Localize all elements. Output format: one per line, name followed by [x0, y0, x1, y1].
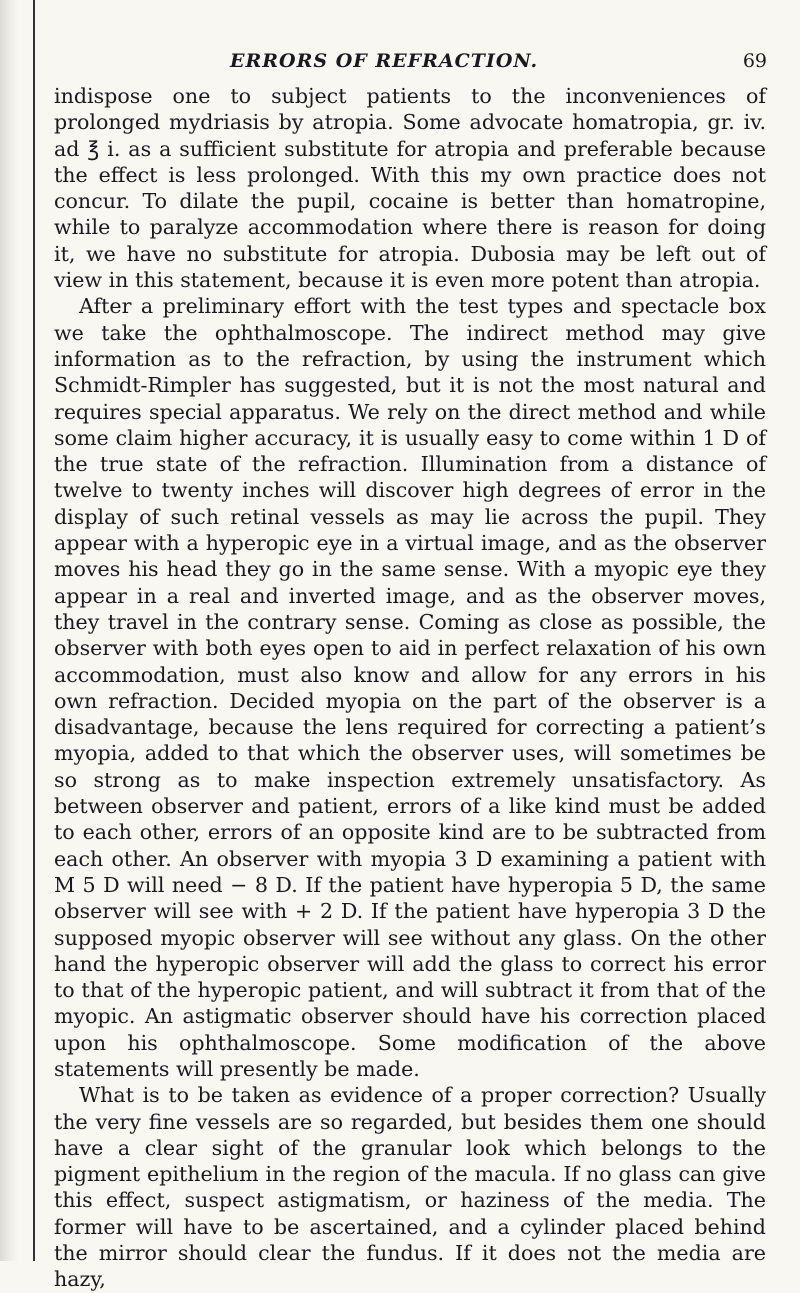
- body-text: [54, 83, 766, 1293]
- running-title: ERRORS OF REFRACTION.: [230, 50, 539, 72]
- paragraph-correction-evidence: What is to be taken as evidence of a proper correction? Usually the very fine vessels are so regarded, but besides them one should have a clear sight of the granular look which belongs to the pigment epithelium in the region of the macula. If no glass can give this effect, suspect astigmatism, or haziness of the media. The former will have to be ascertained, and a cylinder placed behind the mirror should clear the fundus. If it does not the media are hazy,: [54, 1083, 766, 1292]
- paragraph-ophthalmoscope: After a preliminary effort with the test types and spectacle box we take the ophthalmoscope. The indirect method may give information as to the refraction, by using the instrument which Schmidt-Rimpler has suggested, but it is not the most natural and requires special apparatus. We rely on the direct method and while some claim higher accuracy, it is usually easy to come within 1 D of the true state of the refraction. Illumination from a distance of twelve to twenty inches will discover high degrees of error in the display of such retinal vessels as may lie across the pupil. They appear with a hyperopic eye in a virtual image, and as the observer moves his head they go in the same sense. With a myopic eye they appear in a real and inverted image, and as the observer moves, they travel in the contrary sense. Coming as close as possible, the observer with both eyes open to aid in perfect relaxation of his own accommodation, must also know and allow for any errors in his own refraction. Decided myopia on the part of the observer is a disadvantage, because the lens required for correcting a patient’s myopia, added to that which the observer uses, will sometimes be so strong as to make inspection extremely unsatisfactory. As between observer and patient, errors of a like kind must be added to each other, errors of an opposite kind are to be subtracted from each other. An observer with myopia 3 D examining a patient with M 5 D will need − 8 D. If the patient have hyperopia 5 D, the same observer will see with + 2 D. If the patient have hyperopia 3 D the supposed myopic observer will see without any glass. On the other hand the hyperopic observer will add the glass to correct his error to that of the hyperopic patient, and will subtract it from that of the myopic. An astigmatic observer should have his correction placed upon his ophthalmoscope. Some modification of the above statements will presently be made.: [54, 294, 766, 1081]
- paragraph-mydriasis: indispose one to subject patients to the inconveniences of prolonged mydriasis by atropia. Some advocate homatropia, gr. iv. ad ℥ i. as a sufficient substitute for atropia and preferable because the effect is less prolonged. With this my own practice does not concur. To dilate the pupil, cocaine is better than homatropine, while to paralyze accommodation where there is reason for doing it, we have no substitute for atropia. Dubosia may be left out of view in this statement, because it is even more potent than atropia.: [54, 84, 766, 293]
- page-binding-line: [33, 0, 35, 1261]
- page-header: [0, 50, 800, 78]
- page-number: 69: [742, 50, 767, 72]
- page-binding-shadow: [0, 0, 18, 1261]
